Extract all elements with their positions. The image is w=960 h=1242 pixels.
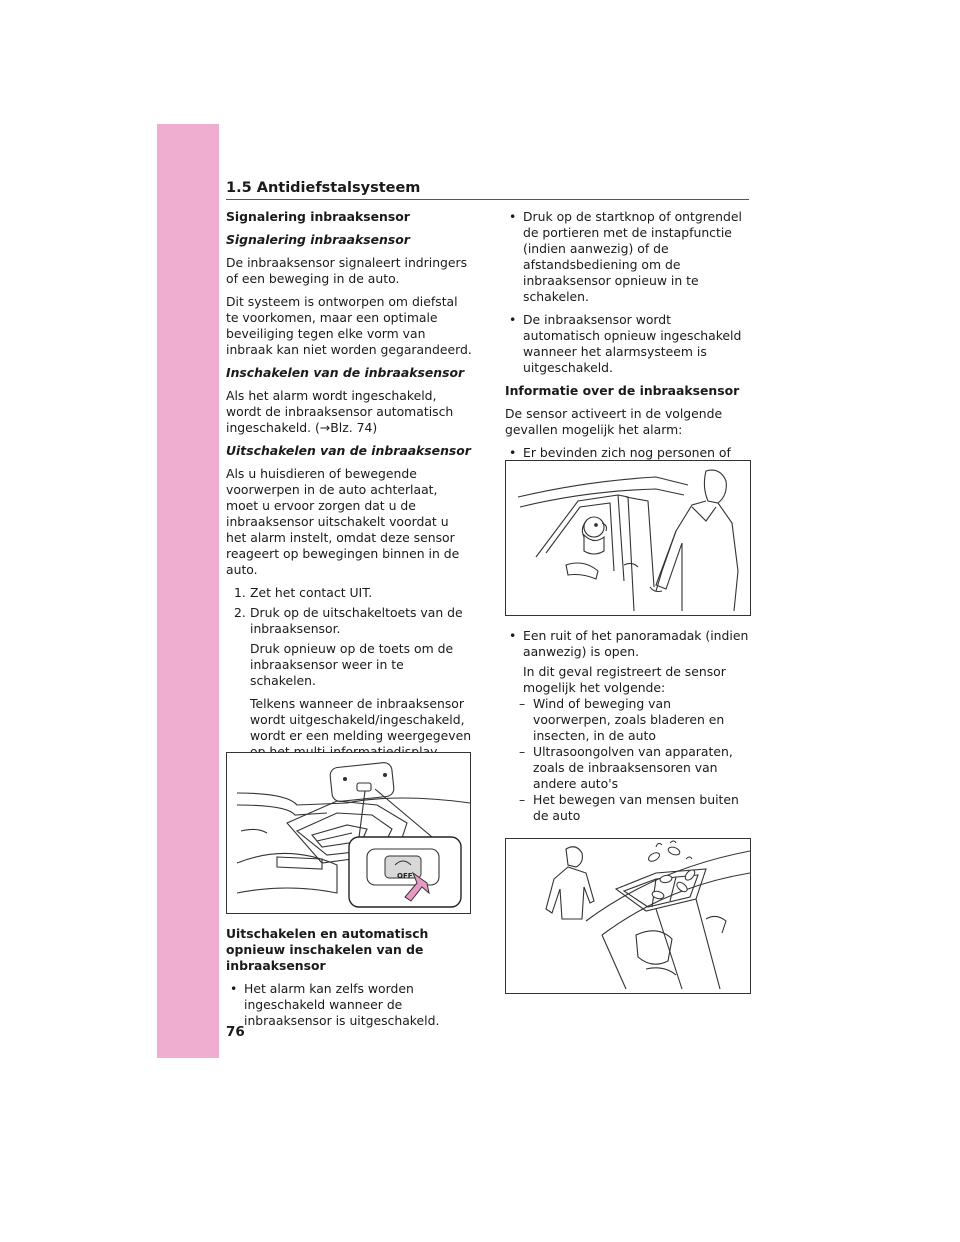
heading-signalering: Signalering inbraaksensor bbox=[226, 209, 410, 224]
heading-auto-reactivate: Uitschakelen en automatisch opnieuw inschakelen van de inbraaksensor bbox=[226, 926, 429, 973]
step-number: 1. bbox=[234, 585, 246, 600]
bullet-window-open: • Een ruit of het panoramadak (indien aanwezig) is open. bbox=[505, 628, 751, 660]
paragraph-inschakelen-text: Als het alarm wordt ingeschakeld, wordt de inbraaksensor automatisch ingeschakeld. ( bbox=[226, 388, 454, 435]
illustration-pet-in-car bbox=[506, 461, 750, 615]
bullet-reactivate-auto: • De inbraaksensor wordt automatisch opnieuw ingeschakeld wanneer het alarmsysteem is uitgeschakeld. bbox=[505, 312, 751, 376]
dash-item-ultrasound bbox=[505, 744, 751, 792]
bullet-persons-pets: • Er bevinden zich nog personen of bbox=[505, 445, 751, 477]
right-column bbox=[505, 209, 751, 484]
page-ref-link[interactable]: Blz. 74) bbox=[330, 420, 378, 435]
right-column-lower bbox=[505, 628, 751, 824]
figure-pet-in-car bbox=[505, 460, 751, 616]
paragraph-disclaimer: Dit systeem is ontworpen om diefstal te voorkomen, maar een optimale beveiliging tegen elke vorm van inbraak kan niet worden gegarandeerd. bbox=[226, 294, 472, 357]
subheading-signalering: Signalering inbraaksensor bbox=[226, 232, 410, 247]
subheading-inschakelen: Inschakelen van de inbraaksensor bbox=[226, 365, 465, 380]
dash-mark: – bbox=[519, 792, 526, 807]
heading-sensor-info: Informatie over de inbraaksensor bbox=[505, 383, 740, 398]
left-column-lower bbox=[226, 926, 472, 1036]
dash-item-people-outside bbox=[505, 792, 751, 824]
dash-text: Ultrasoongolven van apparaten, zoals de inbraaksensoren van andere auto's bbox=[533, 744, 733, 791]
step-2-note-display: Telkens wanneer de inbraaksensor wordt uitgeschakeld/ingeschakeld, wordt er een melding weergegeven bbox=[250, 696, 472, 743]
subheading-uitschakelen: Uitschakelen van de inbraaksensor bbox=[226, 443, 471, 458]
left-column bbox=[226, 209, 472, 767]
paragraph-intro: De inbraaksensor signaleert indringers of een beweging in de auto. bbox=[226, 255, 468, 286]
paragraph-may-register: In dit geval registreert de sensor mogelijk het volgende: bbox=[523, 664, 726, 695]
step-text: Zet het contact UIT. bbox=[250, 585, 373, 600]
dash-item-wind bbox=[505, 696, 751, 744]
dash-mark: – bbox=[519, 744, 526, 759]
bullet-reactivate-start: • Druk op de startknop of ontgrendel de portieren met de instapfunctie (indien aanwezig) of de afstandsbediening om de inbraaksensor opnieuw in te schakelen. bbox=[505, 209, 751, 305]
chapter-tab bbox=[157, 124, 219, 1058]
paragraph-uitschakelen: Als u huisdieren of bewegende voorwerpen in de auto achterlaat, moet u ervoor zorgen dat u de inbraaksensor uitschakelt voordat u het alarm instelt, omdat deze sensor reageert op bewegingen binnen in de auto. bbox=[226, 466, 460, 577]
figure-sensor-off-button bbox=[226, 752, 471, 914]
step-number: 2. bbox=[234, 605, 246, 620]
paragraph-inschakelen bbox=[226, 388, 472, 436]
step-text: Druk op de uitschakeltoets van de inbraaksensor. bbox=[250, 605, 463, 636]
dash-text: Wind of beweging van voorwerpen, zoals bladeren en insecten, in de auto bbox=[533, 696, 725, 743]
illustration-overhead-console bbox=[227, 753, 470, 913]
page-number: 76 bbox=[226, 1024, 245, 1040]
paragraph-sensor-cases: De sensor activeert in de volgende gevallen mogelijk het alarm: bbox=[505, 406, 723, 437]
page-ref-arrow: → bbox=[319, 420, 331, 435]
bullet-alarm-still-active: • Het alarm kan zelfs worden ingeschakeld wanneer de inbraaksensor is uitgeschakeld. bbox=[226, 981, 472, 1029]
section-title: 1.5 Antidiefstalsysteem bbox=[226, 178, 749, 200]
step-2 bbox=[226, 605, 472, 637]
illustration-open-roof bbox=[506, 839, 750, 993]
off-label: OFF bbox=[397, 872, 413, 880]
step-1 bbox=[226, 585, 472, 601]
dash-mark: – bbox=[519, 696, 526, 711]
dash-text: Het bewegen van mensen buiten de auto bbox=[533, 792, 739, 823]
figure-open-roof bbox=[505, 838, 751, 994]
step-2-note-reactivate: Druk opnieuw op de toets om de inbraaksensor weer in te schakelen. bbox=[250, 641, 454, 688]
